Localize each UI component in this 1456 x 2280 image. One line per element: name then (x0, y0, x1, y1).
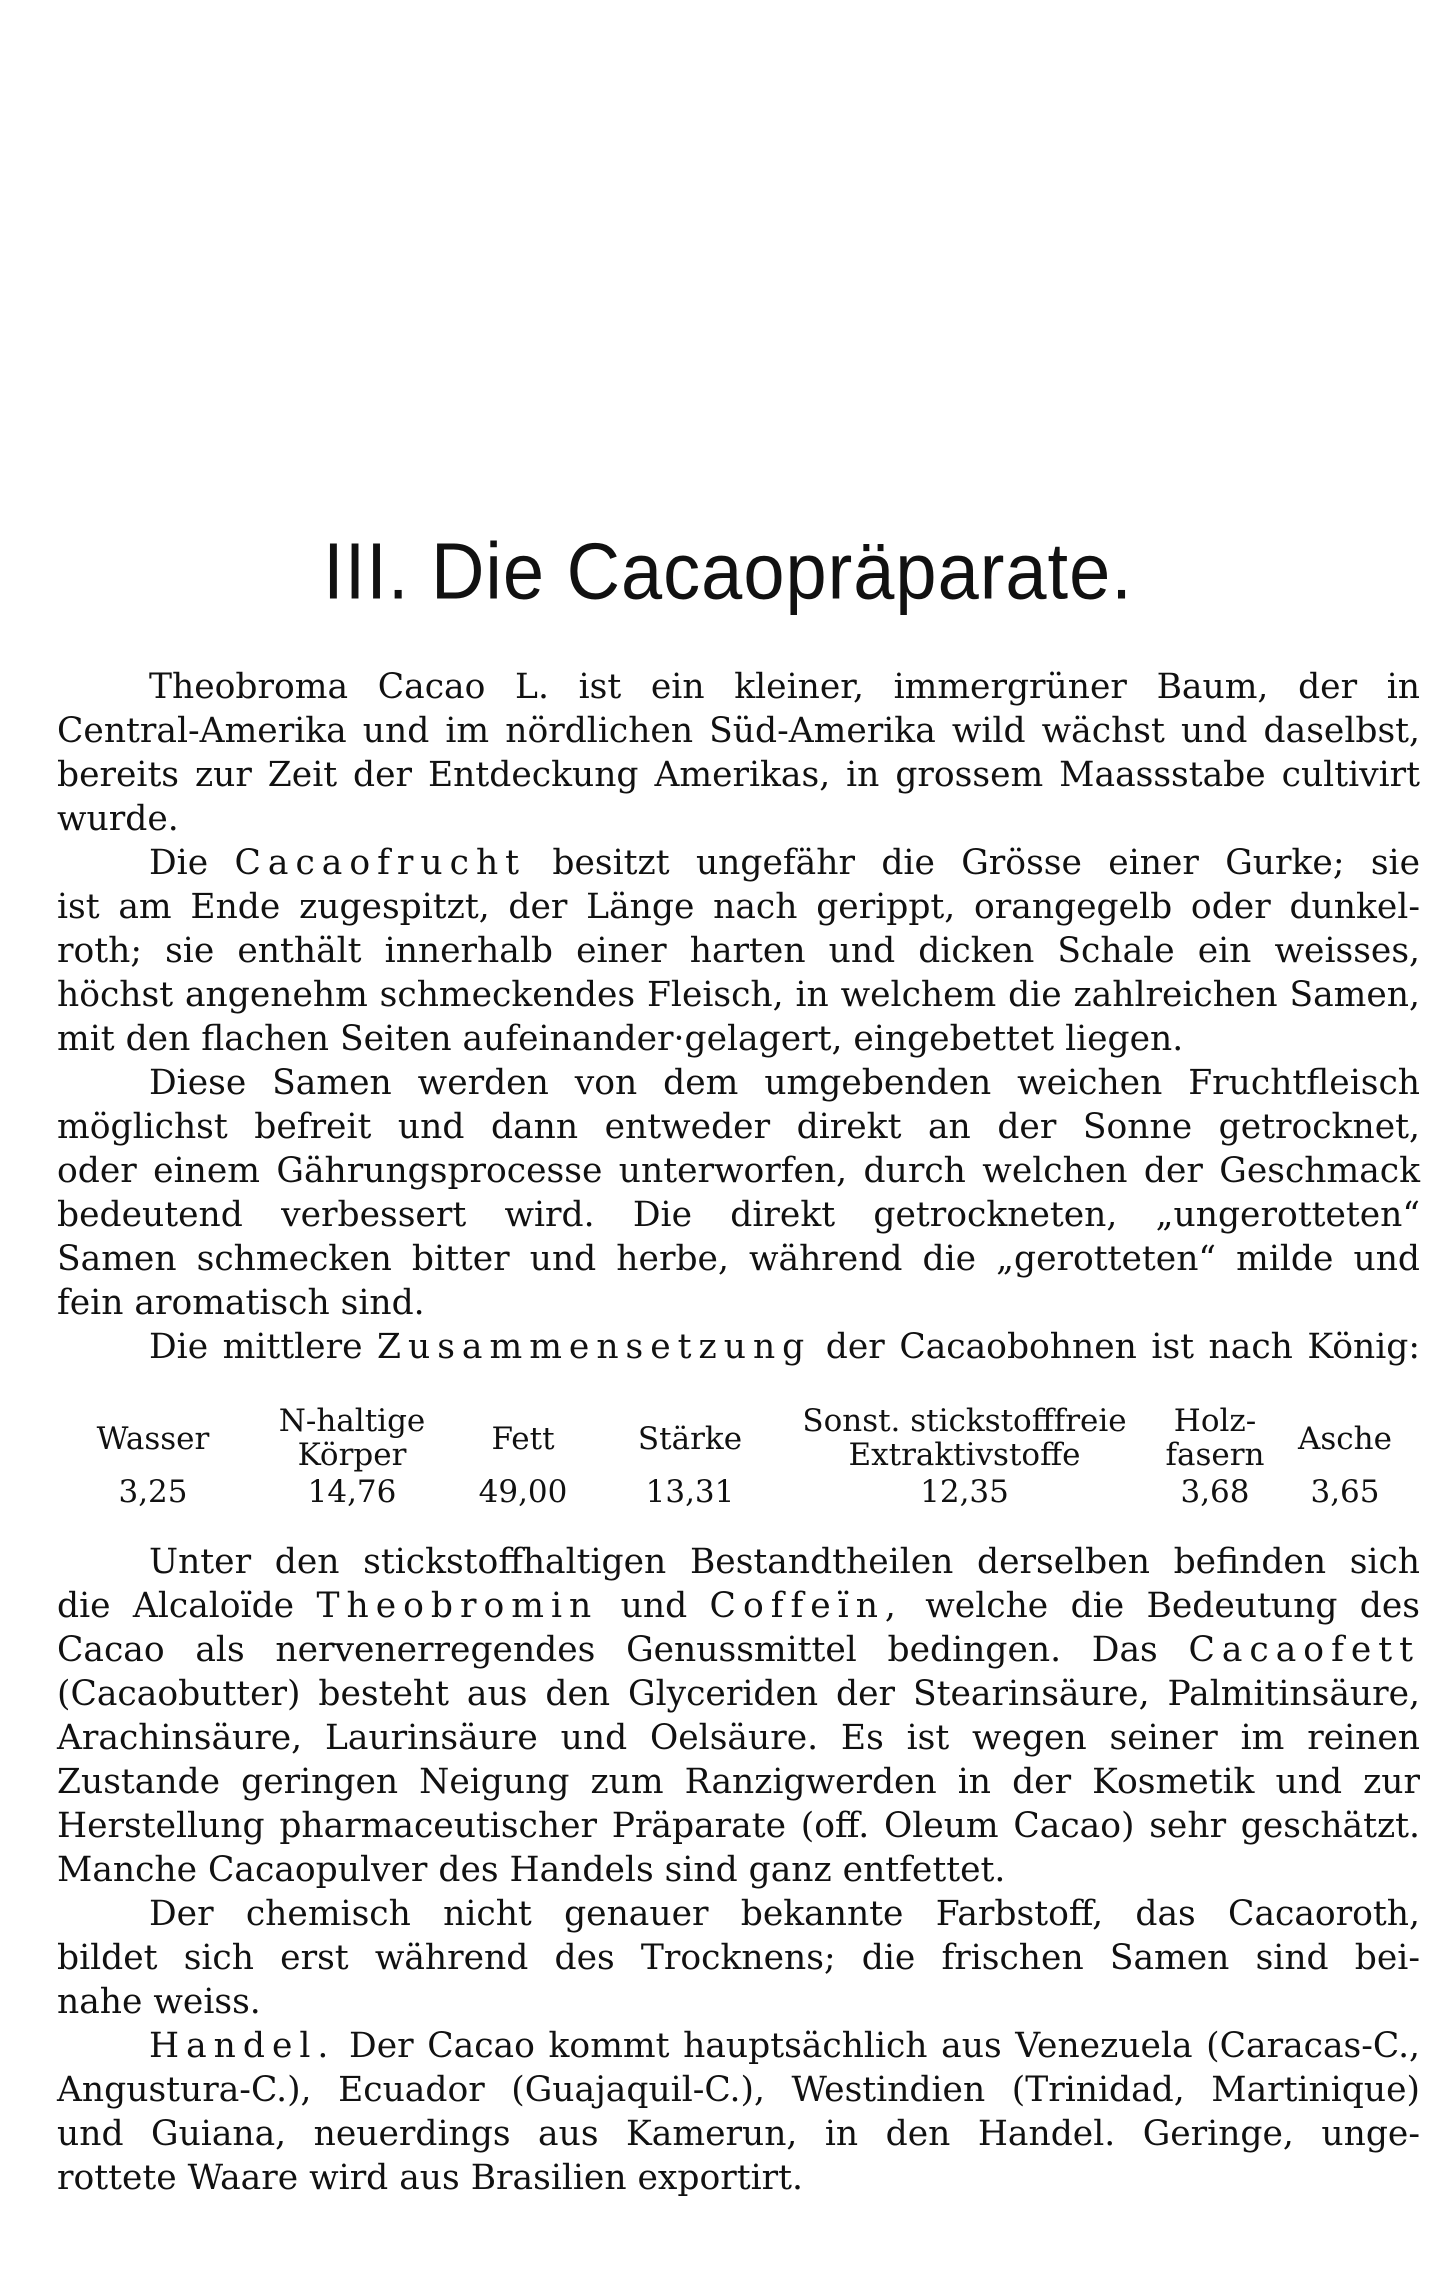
p5-line-6: Zustande geringen Neigung zum Ranzigwerden in der Kosmetik und zur (57, 1762, 1420, 1802)
value-wasser: 3,25 (118, 1474, 188, 1510)
p7-line-3: und Guiana, neuerdings aus Kamerun, in den Handel. Geringe, unge- (57, 2114, 1420, 2154)
p4-rest: der Cacaobohnen ist nach König: (825, 1327, 1421, 1367)
p6-line-2: bildet sich erst während des Trocknens; die frischen Samen sind bei- (57, 1938, 1420, 1978)
col-header-wasser: Wasser (96, 1421, 210, 1457)
value-fett: 49,00 (478, 1474, 568, 1510)
chapter-title: III. Die Cacaopräparate. (323, 526, 1133, 616)
p7-rest: Der Cacao kommt hauptsächlich aus Venezuela (Caracas-C., (349, 2026, 1420, 2066)
term-zusammensetzung: Zusammensetzung (377, 1327, 812, 1367)
value-holzfasern: 3,68 (1180, 1474, 1250, 1510)
p2-word: Die (149, 843, 209, 883)
col-header-asche: Asche (1298, 1421, 1392, 1457)
col-header-extraktivstoffe (792, 1404, 1137, 1472)
col-header-holzfasern-line-2: fasern (1165, 1437, 1265, 1473)
p6-line-1: Der chemisch nicht genauer bekannte Farbstoff, das Cacaoroth, (149, 1894, 1420, 1934)
term-handel: Handel. (149, 2026, 336, 2066)
col-header-holzfasern (1160, 1404, 1270, 1472)
p5-line-8: Manche Cacaopulver des Handels sind ganz entfettet. (57, 1850, 1006, 1890)
col-header-extraktivstoffe-line-2: Extraktivstoffe (848, 1437, 1081, 1473)
p2-rest: besitzt ungefähr die Grösse einer Gurke; sie (552, 843, 1421, 883)
p4-line-1 (149, 1325, 1420, 1369)
p3-line-2: möglichst befreit und dann entweder direkt an der Sonne getrocknet, (57, 1107, 1420, 1147)
p5-und: und (620, 1586, 688, 1626)
col-header-extraktivstoffe-line-1: Sonst. stickstofffreie (802, 1403, 1127, 1439)
col-header-n-haltige-line-1: N-haltige (278, 1403, 426, 1439)
p1-line-3: bereits zur Zeit der Entdeckung Amerikas, in grossem Maassstabe cultivirt (57, 755, 1420, 795)
col-header-n-haltige-line-2: Körper (297, 1437, 407, 1473)
p2-line-3: roth; sie enthält innerhalb einer harten und dicken Schale ein weisses, (57, 931, 1420, 971)
p6-line-3: nahe weiss. (57, 1982, 261, 2022)
p5-lead: die Alcaloïde (57, 1586, 295, 1626)
p5-rest: welche die Bedeutung des (925, 1586, 1421, 1626)
p2-line-4: höchst angenehm schmeckendes Fleisch, in welchem die zahlreichen Samen, (57, 975, 1420, 1015)
p5-line-7: Herstellung pharmaceutischer Präparate (off. Oleum Cacao) sehr geschätzt. (57, 1806, 1420, 1846)
col-header-staerke: Stärke (637, 1421, 743, 1457)
p3-line-5: Samen schmecken bitter und herbe, während die „gerotteten“ milde und (57, 1239, 1420, 1279)
term-coffein: Coffeïn, (709, 1586, 903, 1626)
p7-line-2: Angustura-C.), Ecuador (Guajaquil-C.), Westindien (Trinidad, Martinique) (57, 2070, 1420, 2110)
p5-line-3 (57, 1628, 1420, 1672)
p5-line-5: Arachinsäure, Laurinsäure und Oelsäure. Es ist wegen seiner im reinen (57, 1718, 1420, 1758)
term-theobromin: Theobromin (316, 1586, 599, 1626)
p1-line-4: wurde. (57, 799, 179, 839)
p3-line-3: oder einem Gährungsprocesse unterworfen, durch welchen der Geschmack (57, 1151, 1420, 1191)
p5-line-4: (Cacaobutter) besteht aus den Glyceriden der Stearinsäure, Palmitinsäure, (57, 1674, 1420, 1714)
term-cacaofrucht: Cacaofrucht (234, 843, 527, 883)
p5-line-2 (57, 1584, 1420, 1628)
p2-line-2: ist am Ende zugespitzt, der Länge nach gerippt, orangegelb oder dunkel- (57, 887, 1420, 927)
p7-line-1 (149, 2024, 1420, 2068)
p3-line-6: fein aromatisch sind. (57, 1283, 425, 1323)
col-header-n-haltige (262, 1404, 442, 1472)
col-header-holzfasern-line-1: Holz- (1173, 1403, 1257, 1439)
p3-line-1: Diese Samen werden von dem umgebenden weichen Fruchtfleisch (149, 1063, 1420, 1103)
p2-line-1 (149, 841, 1420, 885)
p4-lead: Die mittlere (149, 1327, 363, 1367)
value-asche: 3,65 (1310, 1474, 1380, 1510)
p1-line-2: Central-Amerika und im nördlichen Süd-Amerika wild wächst und daselbst, (57, 711, 1420, 751)
col-header-fett: Fett (491, 1421, 555, 1457)
p1-line-1: Theobroma Cacao L. ist ein kleiner, immergrüner Baum, der in (149, 667, 1420, 707)
p5-line-3-text: Cacao als nervenerregendes Genussmittel bedingen. Das (57, 1630, 1158, 1670)
value-staerke: 13,31 (645, 1474, 735, 1510)
p2-line-5: mit den flachen Seiten aufeinander·gelagert, eingebettet liegen. (57, 1019, 1184, 1059)
p7-line-4: rottete Waare wird aus Brasilien exportirt. (57, 2158, 803, 2198)
term-cacaofett: Cacaofett (1188, 1630, 1420, 1670)
p5-line-1: Unter den stickstoffhaltigen Bestandtheilen derselben befinden sich (149, 1542, 1420, 1582)
value-n-haltige: 14,76 (307, 1474, 397, 1510)
value-extraktivstoffe: 12,35 (920, 1474, 1009, 1510)
p3-line-4: bedeutend verbessert wird. Die direkt getrockneten, „ungerotteten“ (57, 1195, 1420, 1235)
